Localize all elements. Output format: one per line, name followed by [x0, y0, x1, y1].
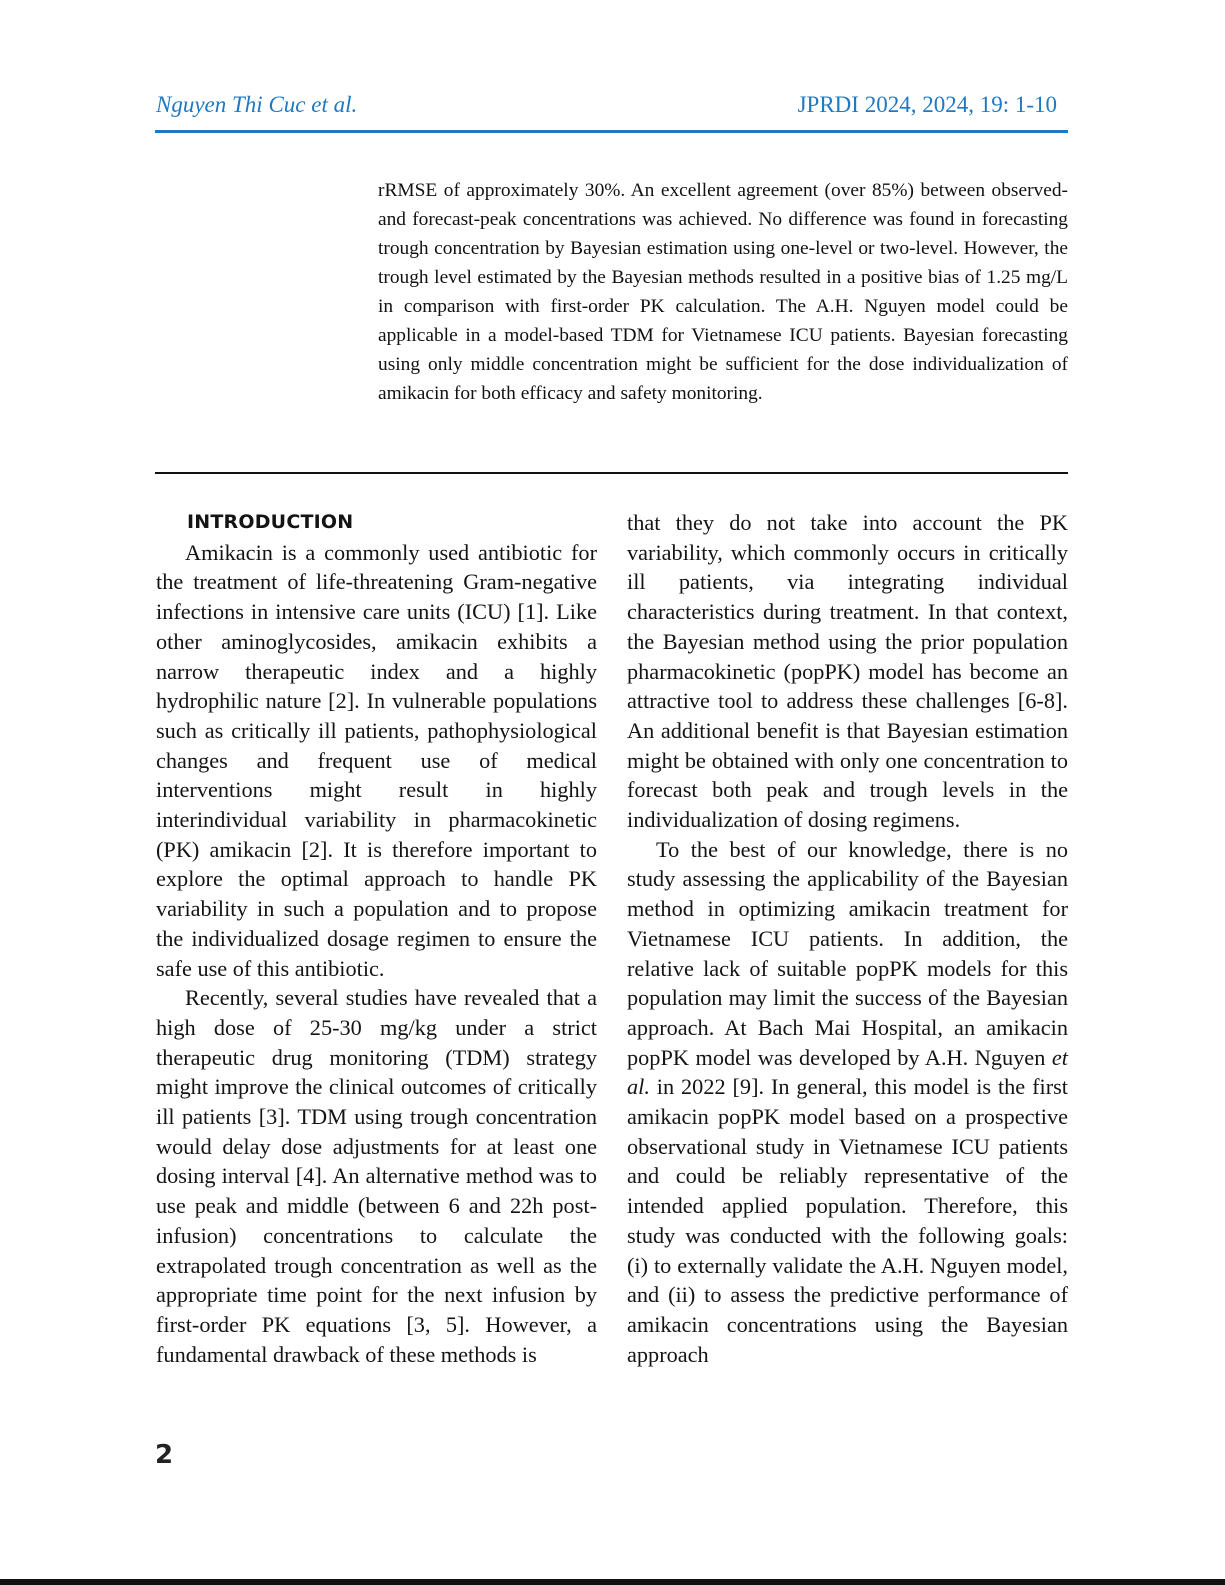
left-column: [156, 508, 597, 1369]
abstract-continuation: rRMSE of approximately 30%. An excellent agreement (over 85%) between observed- and forecast-peak concentrations was achieved. No difference was found in forecasting trough concentration by Bayesian estimation using one-level or two-level. However, the trough level estimated by the Bayesian methods resulted in a positive bias of 1.25 mg/L in comparison with first-order PK calculation. The A.H. Nguyen model could be applicable in a model-based TDM for Vietnamese ICU patients. Bayesian forecasting using only middle concentration might be sufficient for the dose individualization of amikacin for both efficacy and safety monitoring.: [378, 180, 1068, 404]
paragraph-3-text-a: To the best of our knowledge, there is no study assessing the applicability of the Bayesian method in optimizing amikacin treatment for Vietnamese ICU patients. In addition, the relative lack of suitable popPK models for this population may limit the success of the Bayesian approach. At Bach Mai Hospital, an amikacin popPK model was developed by A.H. Nguyen: [627, 836, 1068, 1070]
running-header-author: Nguyen Thi Cuc et al.: [156, 92, 358, 117]
paragraph-3: [627, 835, 1068, 1370]
section-heading-introduction: INTRODUCTION: [187, 511, 354, 533]
section-divider: [155, 472, 1068, 474]
paragraph-3-et-al: et al.: [627, 1044, 1068, 1100]
running-header-journal: JPRDI 2024, 2024, 19: 1-10: [797, 92, 1057, 117]
header-rule: [155, 130, 1068, 133]
bottom-edge-bar: [0, 1579, 1225, 1585]
paragraph-1: Amikacin is a commonly used antibiotic for the treatment of life-threatening Gram-negative infections in intensive care units (ICU) [1]. Like other aminoglycosides, amikacin exhibits a narrow therapeutic index and a highly hydrophilic nature [2]. In vulnerable populations such as critically ill patients, pathophysiological changes and frequent use of medical interventions might result in highly interindividual variability in pharmacokinetic (PK) amikacin [2]. It is therefore important to explore the optimal approach to handle PK variability in such a population and to propose the individualized dosage regimen to ensure the safe use of this antibiotic.: [156, 539, 597, 981]
page-number: 2: [155, 1440, 174, 1470]
paragraph-2-continued: that they do not take into account the PK variability, which commonly occurs in critically ill patients, via integrating individual characteristics during treatment. In that context, the Bayesian method using the prior population pharmacokinetic (popPK) model has become an attractive tool to address these challenges [6-8]. An additional benefit is that Bayesian estimation might be obtained with only one concentration to forecast both peak and trough levels in the individualization of dosing regimens.: [627, 510, 1068, 833]
paragraph-2: Recently, several studies have revealed that a high dose of 25-30 mg/kg under a strict therapeutic drug monitoring (TDM) strategy might improve the clinical outcomes of critically ill patients [3]. TDM using trough concentration would delay dose adjustments for at least one dosing interval [4]. An alternative method was to use peak and middle (between 6 and 22h post-infusion) concentrations to calculate the extrapolated trough concentration as well as the appropriate time point for the next infusion by first-order PK equations [3, 5]. However, a fundamental drawback of these methods is: [156, 985, 597, 1367]
paragraph-3-text-b: in 2022 [9]. In general, this model is the first amikacin popPK model based on a prospective observational study in Vietnamese ICU patients and could be reliably representative of the intended applied population. Therefore, this study was conducted with the following goals: (i) to externally validate the A.H. Nguyen model, and (ii) to assess the predictive performance of amikacin concentrations using the Bayesian approach: [627, 1074, 1068, 1367]
right-column: [627, 508, 1068, 1369]
